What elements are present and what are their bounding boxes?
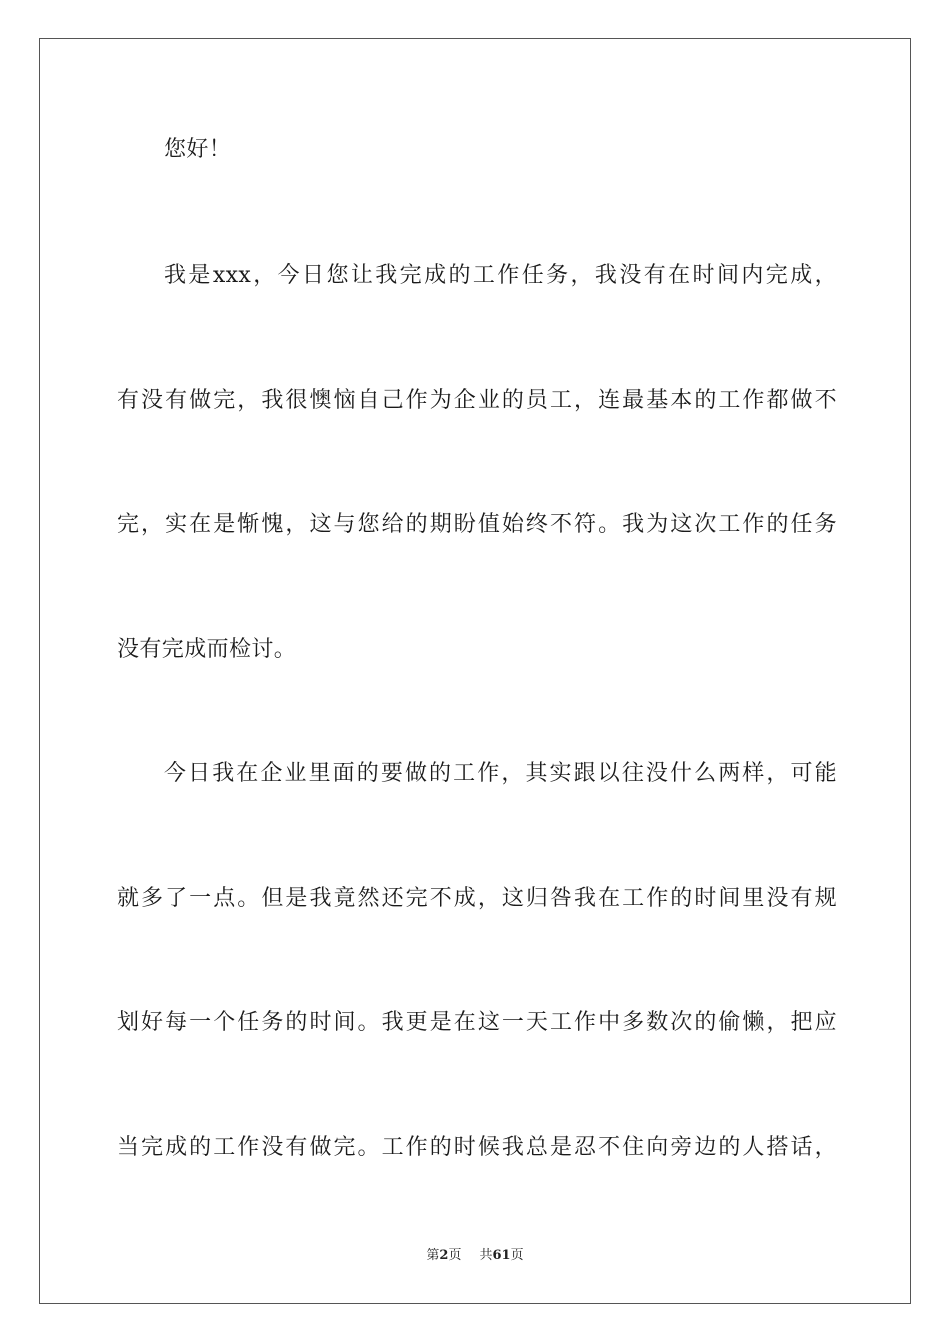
page-total: 共61页: [479, 1248, 524, 1263]
page-footer: [0, 1247, 950, 1265]
paragraph-1-line-4: 没有完成而检讨。: [117, 637, 297, 662]
greeting-line: 您好！: [164, 137, 232, 162]
page-frame: [39, 38, 911, 1304]
paragraph-2-line-3: 划好每一个任务的时间。我更是在这一天工作中多数次的偷懒，把应: [117, 1010, 837, 1035]
paragraph-2-line-4: 当完成的工作没有做完。工作的时候我总是忍不住向旁边的人搭话，: [117, 1135, 837, 1160]
page-number: 第2页: [426, 1248, 462, 1263]
paragraph-1-line-1: 我是xxx，今日您让我完成的工作任务，我没有在时间内完成，: [164, 263, 837, 288]
paragraph-2-line-1: 今日我在企业里面的要做的工作，其实跟以往没什么两样，可能: [164, 761, 837, 786]
paragraph-2-line-2: 就多了一点。但是我竟然还完不成，这归咎我在工作的时间里没有规: [117, 886, 837, 911]
paragraph-1-line-3: 完，实在是惭愧，这与您给的期盼值始终不符。我为这次工作的任务: [117, 512, 837, 537]
paragraph-1-line-2: 有没有做完，我很懊恼自己作为企业的员工，连最基本的工作都做不: [117, 388, 837, 413]
